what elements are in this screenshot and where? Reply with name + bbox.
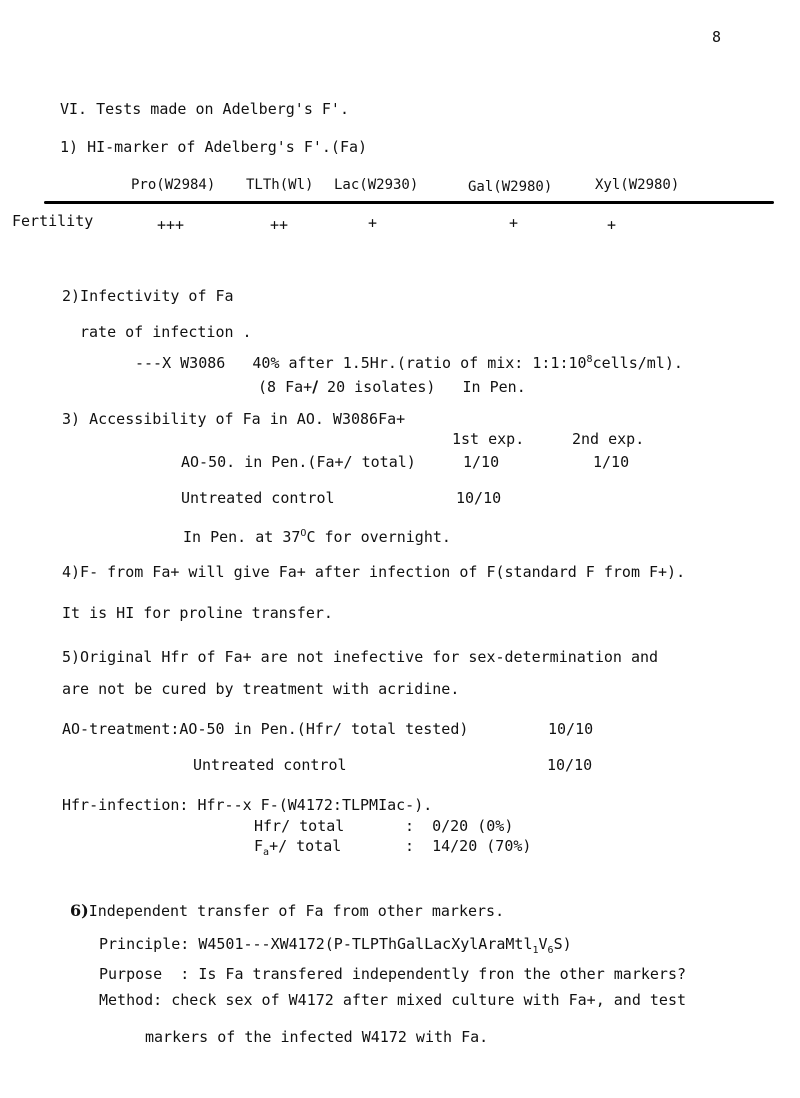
fertility-tlth: ++ [270, 216, 289, 234]
s3-row1-label: AO-50. in Pen.(Fa+/ total) [181, 453, 416, 471]
s6-purpose: Purpose : Is Fa transfered independently fron the other markers? [99, 965, 686, 983]
s4-line2: It is HI for proline transfer. [62, 604, 333, 622]
s3-title: 3) Accessibility of Fa in AO. W3086Fa+ [62, 410, 406, 428]
s2-rate: rate of infection . [80, 323, 252, 341]
s6-title: 6)Independent transfer of Fa from other markers. [70, 901, 505, 920]
marker-pro: Pro(W2984) [131, 177, 216, 193]
s2-title: 2)Infectivity of Fa [62, 287, 234, 305]
s3-col1: 1st exp. [452, 430, 525, 448]
s5-hfr-label: Hfr/ total [254, 817, 345, 835]
marker-xyl: Xyl(W2980) [595, 177, 680, 193]
s5-ao-value: 10/10 [548, 720, 594, 738]
s2-line-a: ---X W3086 40% after 1.5Hr.(ratio of mix: $1:1:10^8cells/ml$). [135, 354, 683, 372]
s3-row2-v1: 10/10 [456, 489, 502, 507]
s4-line1: 4)F- from Fa+ will give Fa+ after infection of F(standard F from F+). [62, 563, 686, 581]
s3-row2-label: Untreated control [181, 489, 335, 507]
s5-ctrl-value: 10/10 [547, 756, 593, 774]
page-number: 8 [712, 28, 722, 46]
fertility-gal: + [509, 214, 519, 232]
s3-row1-v1: 1/10 [463, 453, 500, 471]
s3-note: In Pen. at $37^OC$ for overnight. [183, 528, 451, 546]
fertility-lac: + [368, 214, 378, 232]
s5-line1: 5)Original Hfr of Fa+ are not inefective for sex-determination and [62, 648, 659, 666]
s5-infection-line: Hfr-infection: Hfr--x F-(W4172:TLPMIac-). [62, 796, 433, 814]
fertility-label: Fertility [12, 212, 94, 230]
s5-fa-value: : 14/20 (70%) [405, 837, 532, 855]
s1-title: 1) HI-marker of Adelberg's F'.(Fa) [60, 138, 368, 156]
table-rule [44, 201, 774, 204]
s2-line-b: (8 Fa+/ 20 isolates) In Pen. [258, 377, 526, 396]
s3-row1-v2: 1/10 [593, 453, 630, 471]
s5-ctrl-label: Untreated control [193, 756, 347, 774]
s5-ao-label: AO-treatment:AO-50 in Pen.(Hfr/ total tested) [62, 720, 469, 738]
s5-fa-label: $F_a+/$ total [254, 837, 342, 858]
s3-col2: 2nd exp. [572, 430, 645, 448]
s5-line2: are not be cured by treatment with acridine. [62, 680, 460, 698]
s6-number: 6) [70, 901, 89, 920]
fertility-pro: +++ [157, 216, 185, 234]
fertility-xyl: + [607, 216, 617, 234]
section-title: VI. Tests made on Adelberg's F'. [60, 100, 349, 118]
s6-method-1: Method: check sex of W4172 after mixed culture with Fa+, and test [99, 991, 686, 1009]
marker-tlth: TLTh(Wl) [246, 177, 314, 193]
s6-principle: Principle: $W4501---XW4172(P-TLPThGalLacXylAraMtl_1V_6S)$ [99, 935, 572, 956]
marker-gal: Gal(W2980) [468, 179, 553, 195]
s5-hfr-value: : 0/20 (0%) [405, 817, 514, 835]
s6-method-2: markers of the infected W4172 with Fa. [145, 1028, 489, 1046]
marker-lac: Lac(W2930) [334, 177, 419, 193]
